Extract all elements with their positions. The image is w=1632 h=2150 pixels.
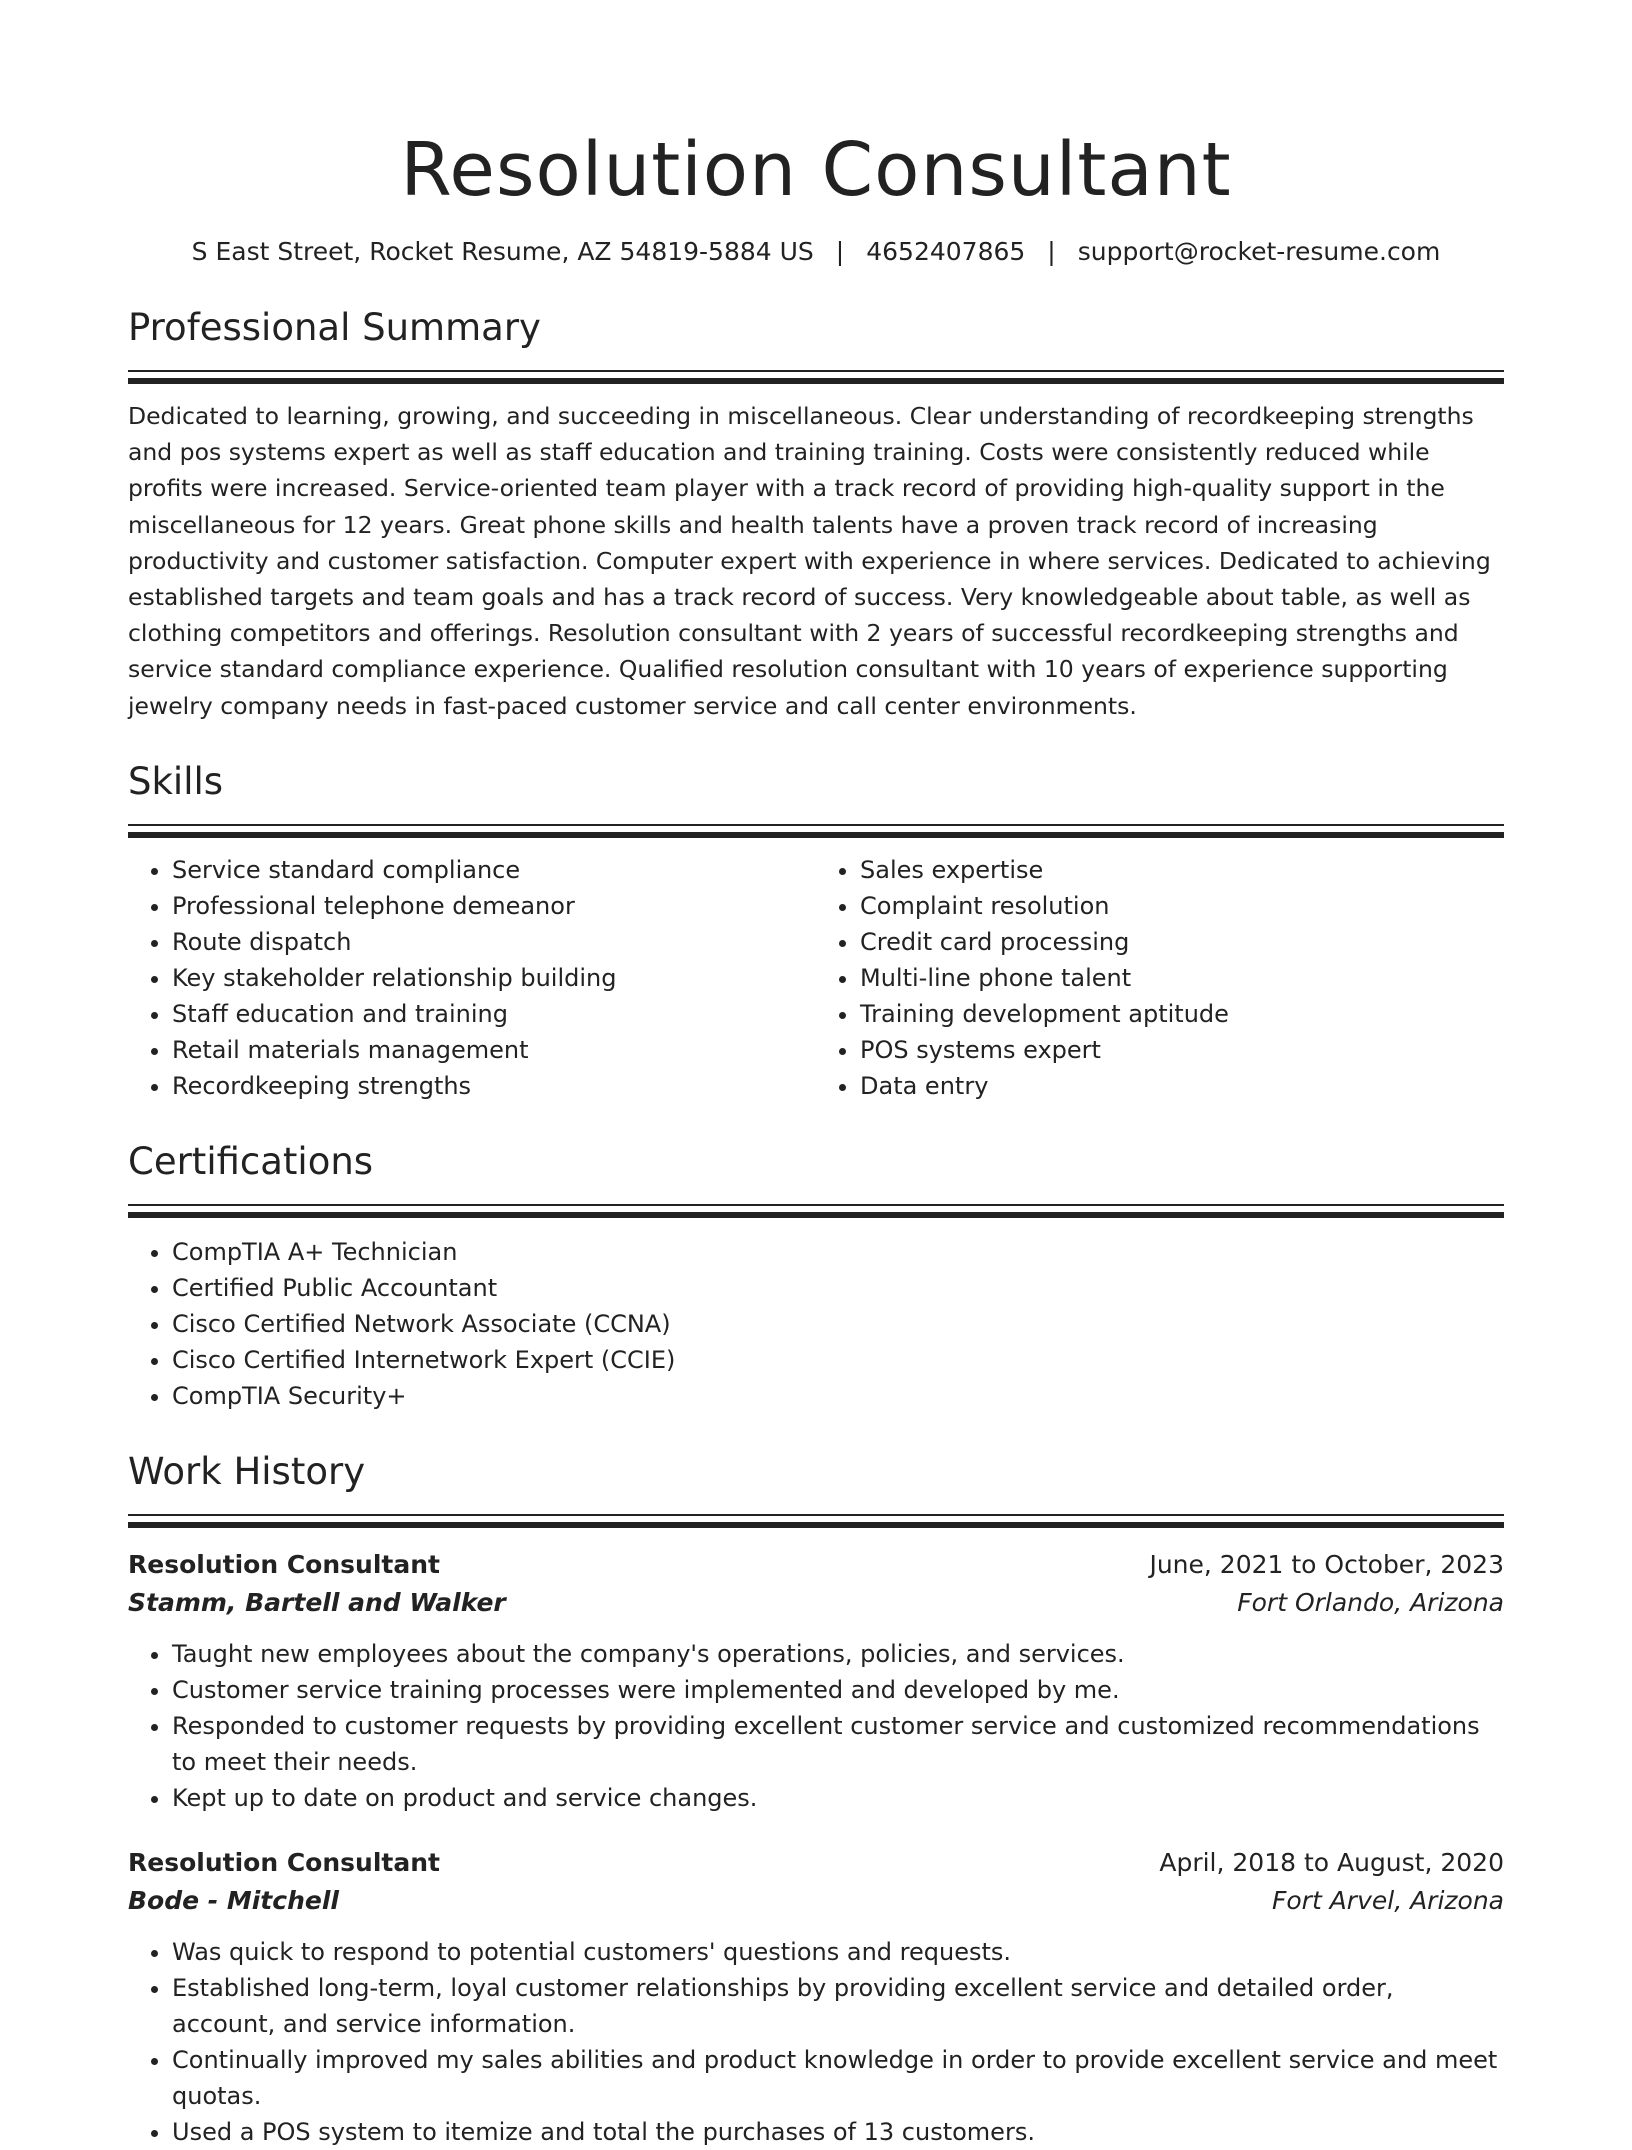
section-divider (128, 824, 1504, 826)
section-title-summary: Professional Summary (128, 306, 541, 349)
work-history-section (128, 1448, 1504, 2150)
resume-name: Resolution Consultant (400, 127, 1232, 213)
job-bullet: • Established long-term, loyal customer relationships by providing excellent service and detailed order, account, and service information. (172, 1970, 1504, 2042)
section-title-work-history: Work History (128, 1449, 366, 1493)
contact-address: S East Street, Rocket Resume, AZ 54819-5884 US (191, 237, 814, 266)
contact-line (128, 234, 1504, 270)
skill-item: • Route dispatch (172, 924, 816, 960)
job-bullet: • Used a POS system to itemize and total the purchases of 13 customers. (172, 2114, 1504, 2150)
contact-phone: 4652407865 (866, 237, 1026, 266)
job-location: Fort Orlando, Arizona (1237, 1587, 1504, 1617)
skill-item: • Credit card processing (860, 924, 1504, 960)
job-company: Stamm, Bartell and Walker (128, 1587, 506, 1617)
skills-list-left (128, 852, 816, 1104)
section-divider (128, 1514, 1504, 1516)
summary-text: Dedicated to learning, growing, and succeeding in miscellaneous. Clear understanding of recordkeeping strengths and pos systems expert as well as staff education and training training. Costs were consistently reduced while profits were increased. Service-oriented team player with a track record of providing high-quality support in the miscellaneous for 12 years. Great phone skills and health talents have a proven track record of increasing productivity and customer satisfaction. Computer expert with experience in where services. Dedicated to achieving established targets and team goals and has a track record of success. Very knowledgeable about table, as well as clothing competitors and offerings. Resolution consultant with 2 years of successful recordkeeping strengths and service standard compliance experience. Qualified resolution consultant with 10 years of experience supporting jewelry company needs in fast-paced customer service and call center environments. (128, 402, 1491, 720)
job-header-row (128, 1546, 1504, 1584)
skills-section (128, 758, 1504, 1104)
certification-item: • Cisco Certified Internetwork Expert (CCIE) (172, 1342, 1504, 1378)
contact-email: support@rocket-resume.com (1077, 237, 1441, 266)
contact-separator: | (835, 237, 845, 266)
section-title-certifications: Certifications (128, 1139, 374, 1183)
skill-item: • Staff education and training (172, 996, 816, 1032)
contact-separator: | (1047, 237, 1056, 266)
job-dates: June, 2021 to October, 2023 (1149, 1549, 1504, 1579)
skill-item: • Training development aptitude (860, 996, 1504, 1032)
job-bullet: • Kept up to date on product and service changes. (172, 1780, 1504, 1816)
job-entry (128, 1546, 1504, 1816)
job-bullets (128, 1934, 1504, 2150)
section-divider-thick (128, 378, 1504, 384)
section-title-skills: Skills (128, 759, 224, 803)
job-bullet: • Was quick to respond to potential customers' questions and requests. (172, 1934, 1504, 1970)
certification-item: • CompTIA A+ Technician (172, 1234, 1504, 1270)
section-divider-thick (128, 1522, 1504, 1528)
job-header-row (128, 1844, 1504, 1882)
job-entry (128, 1844, 1504, 2150)
job-location: Fort Arvel, Arizona (1271, 1885, 1504, 1915)
certifications-list (128, 1234, 1504, 1414)
job-subheader-row (128, 1882, 1504, 1920)
summary-section (128, 304, 1504, 724)
skill-item: • Multi-line phone talent (860, 960, 1504, 996)
skill-item: • Service standard compliance (172, 852, 816, 888)
section-divider-thick (128, 832, 1504, 838)
certifications-section (128, 1138, 1504, 1414)
skill-item: • Recordkeeping strengths (172, 1068, 816, 1104)
skill-item: • Sales expertise (860, 852, 1504, 888)
job-bullets (128, 1636, 1504, 1816)
certification-item: • CompTIA Security+ (172, 1378, 1504, 1414)
skill-item: • Retail materials management (172, 1032, 816, 1068)
job-subheader-row (128, 1584, 1504, 1622)
job-title: Resolution Consultant (128, 1549, 440, 1579)
job-bullet: • Continually improved my sales abilities and product knowledge in order to provide excellent service and meet quotas. (172, 2042, 1504, 2114)
skills-columns (128, 852, 1504, 1104)
skills-list-right (816, 852, 1504, 1104)
certification-item: • Cisco Certified Network Associate (CCNA) (172, 1306, 1504, 1342)
job-bullet: • Responded to customer requests by providing excellent customer service and customized recommendations to meet their needs. (172, 1708, 1504, 1780)
skill-item: • Data entry (860, 1068, 1504, 1104)
job-bullet: • Customer service training processes were implemented and developed by me. (172, 1672, 1504, 1708)
job-title: Resolution Consultant (128, 1847, 440, 1877)
skill-item: • Complaint resolution (860, 888, 1504, 924)
job-bullet: • Taught new employees about the company's operations, policies, and services. (172, 1636, 1504, 1672)
section-divider (128, 1204, 1504, 1206)
job-company: Bode - Mitchell (128, 1885, 339, 1915)
certification-item: • Certified Public Accountant (172, 1270, 1504, 1306)
job-dates: April, 2018 to August, 2020 (1159, 1847, 1504, 1877)
skill-item: • Professional telephone demeanor (172, 888, 816, 924)
skill-item: • Key stakeholder relationship building (172, 960, 816, 996)
skill-item: • POS systems expert (860, 1032, 1504, 1068)
section-divider (128, 370, 1504, 372)
section-divider-thick (128, 1212, 1504, 1218)
